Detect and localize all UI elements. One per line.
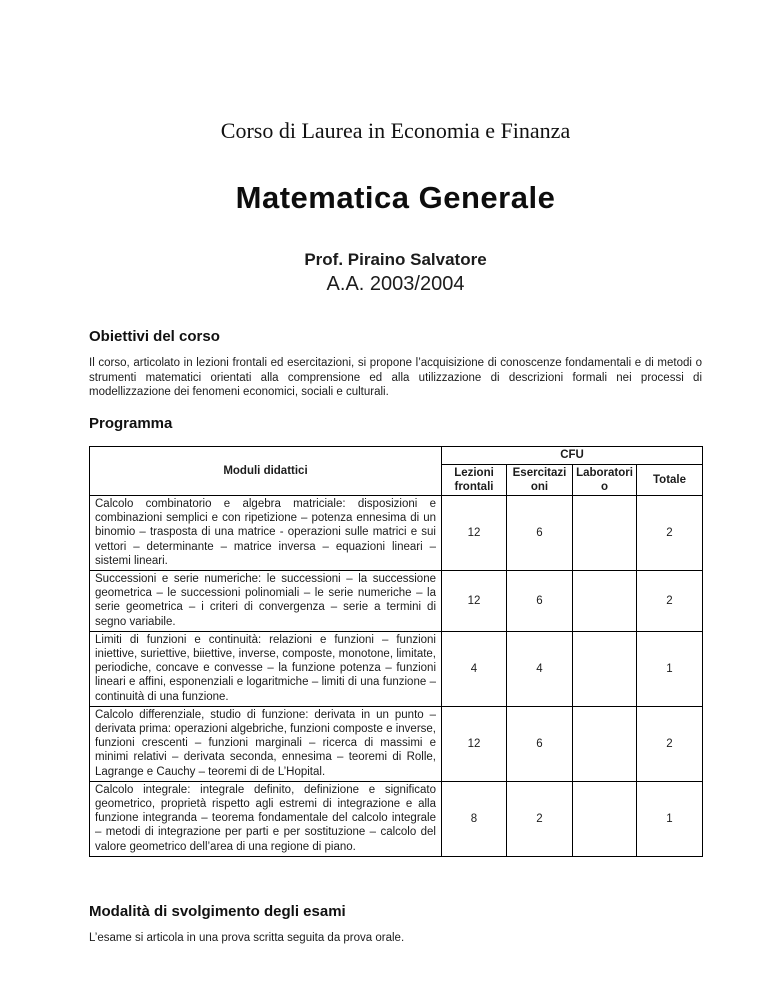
totale-value: 1: [637, 781, 703, 856]
laboratorio-value: [573, 631, 637, 706]
module-description: Successioni e serie numeriche: le successioni – la successione geometrica – le successioni polinomiali – le serie numeriche – la serie geometrica – i criteri di convergenza – serie a termini di segno variabile.: [90, 570, 442, 631]
lezioni-frontali-value: 8: [442, 781, 507, 856]
table-row: [90, 570, 703, 631]
table-row: [90, 631, 703, 706]
totale-value: 2: [637, 706, 703, 781]
totale-value: 2: [637, 570, 703, 631]
column-header-esercitazioni: Esercitazioni: [507, 464, 573, 495]
module-description: Calcolo integrale: integrale definito, definizione e significato geometrico, proprietà rispetto agli estremi di integrazione e alla funzione integranda – teorema fondamentale del calcolo integrale – metodi di integrazione per parti e per sostituzione – calcolo del valore geometrico dell’area di una regione di piano.: [90, 781, 442, 856]
esercitazioni-value: 6: [507, 495, 573, 570]
exam-modality-paragraph: L’esame si articola in una prova scritta seguita da prova orale.: [89, 931, 405, 944]
esercitazioni-value: 2: [507, 781, 573, 856]
lezioni-frontali-value: 12: [442, 495, 507, 570]
table-row: [90, 781, 703, 856]
academic-year: A.A. 2003/2004: [326, 273, 465, 295]
degree-course-line: Corso di Laurea in Economia e Finanza: [220, 118, 571, 143]
column-header-laboratorio: Laboratorio: [573, 464, 637, 495]
exam-modality-heading: Modalità di svolgimento degli esami: [89, 902, 346, 920]
table-row: [90, 495, 703, 570]
module-description: Limiti di funzioni e continuità: relazioni e funzioni – funzioni iniettive, suriettive, biiettive, inverse, composte, monotone, limitate, periodiche, concave e convesse – la funzione potenza – funzioni lineari e affini, esponenziali e logaritmiche – limiti di una funzione – continuità di una funzione.: [90, 631, 442, 706]
esercitazioni-value: 4: [507, 631, 573, 706]
totale-value: 2: [637, 495, 703, 570]
program-table: [89, 446, 703, 857]
lezioni-frontali-value: 4: [442, 631, 507, 706]
column-header-totale: Totale: [637, 464, 703, 495]
table-row: [90, 706, 703, 781]
esercitazioni-value: 6: [507, 570, 573, 631]
esercitazioni-value: 6: [507, 706, 573, 781]
column-header-moduli: Moduli didattici: [90, 446, 442, 495]
column-header-lezioni-frontali: Lezioni frontali: [442, 464, 507, 495]
laboratorio-value: [573, 495, 637, 570]
table-header-row-cfu: [90, 446, 703, 464]
laboratorio-value: [573, 570, 637, 631]
module-description: Calcolo combinatorio e algebra matriciale: disposizioni e combinazioni semplici e con ripetizione – potenza ennesima di un binomio – trasposta di una matrice - operazioni sulle matrici e sui vettori – determinante – matrice inversa – equazioni lineari – sistemi lineari.: [90, 495, 442, 570]
objectives-heading: Obiettivi del corso: [89, 328, 220, 345]
lezioni-frontali-value: 12: [442, 706, 507, 781]
program-heading: Programma: [89, 414, 173, 432]
laboratorio-value: [573, 706, 637, 781]
page-title: Matematica Generale: [235, 180, 556, 215]
module-description: Calcolo differenziale, studio di funzione: derivata in un punto – derivata prima: operazioni algebriche, funzioni composte e inverse, funzioni crescenti – funzioni marginali – ricerca di massimi e minimi relativi – derivata seconda, ennesima – teoremi di Rolle, Lagrange e Cauchy – teoremi di de L’Hopital.: [90, 706, 442, 781]
lezioni-frontali-value: 12: [442, 570, 507, 631]
objectives-paragraph: Il corso, articolato in lezioni frontali ed esercitazioni, si propone l’acquisizione di conoscenze fondamentali e di metodi o strumenti matematici orientati alla comprensione ed alla utilizzazione di descrizioni formali nei processi di modellizzazione dei fenomeni economici, sociali e culturali.: [89, 357, 702, 398]
column-group-header-cfu: CFU: [442, 446, 703, 464]
totale-value: 1: [637, 631, 703, 706]
document-content: [89, 0, 702, 945]
laboratorio-value: [573, 781, 637, 856]
professor-name: Prof. Piraino Salvatore: [304, 250, 487, 269]
